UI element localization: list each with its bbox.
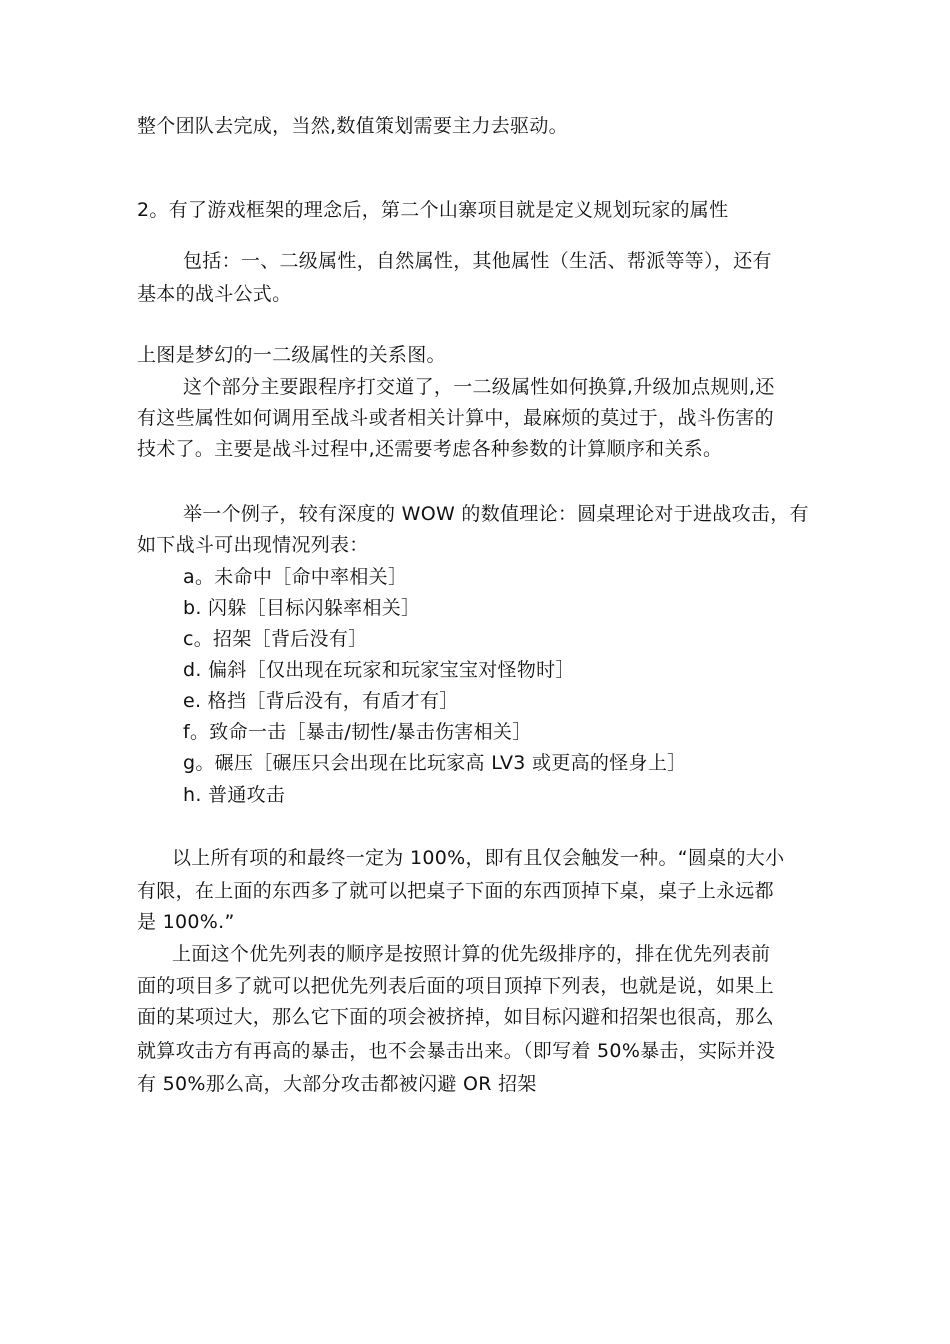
- list-item: d. 偏斜［仅出现在玩家和玩家宝宝对怪物时］: [183, 659, 575, 681]
- paragraph-line: 技术了。主要是战斗过程中,还需要考虑各种参数的计算顺序和关系。: [137, 438, 723, 460]
- list-item: e. 格挡［背后没有，有盾才有］: [183, 690, 459, 712]
- paragraph-line: 基本的战斗公式。: [137, 283, 292, 305]
- paragraph-line: 如下战斗可出现情况列表：: [137, 534, 369, 556]
- paragraph-line: 是 100%.”: [137, 911, 235, 933]
- paragraph-line: 面的某项过大，那么它下面的项会被挤掉，如目标闪避和招架也很高，那么: [137, 1006, 774, 1028]
- paragraph-line: 有这些属性如何调用至战斗或者相关计算中，最麻烦的莫过于，战斗伤害的: [137, 407, 774, 429]
- list-item: g。碾压［碾压只会出现在比玩家高 LV3 或更高的怪身上］: [183, 752, 687, 774]
- list-item: c。招架［背后没有］: [183, 628, 368, 650]
- paragraph-line: 举一个例子，较有深度的 WOW 的数值理论：圆桌理论对于进战攻击，有: [183, 503, 809, 525]
- list-item: b. 闪躲［目标闪躲率相关］: [183, 597, 421, 619]
- list-item: a。未命中［命中率相关］: [183, 566, 408, 588]
- paragraph-line: 有限，在上面的东西多了就可以把桌子下面的东西顶掉下桌，桌子上永远都: [137, 880, 774, 902]
- paragraph-line: 上图是梦幻的一二级属性的关系图。: [137, 344, 446, 366]
- paragraph-line: 面的项目多了就可以把优先列表后面的项目顶掉下列表，也就是说，如果上: [137, 975, 774, 997]
- paragraph-line: 以上所有项的和最终一定为 100%，即有且仅会触发一种。“圆桌的大小: [172, 847, 785, 869]
- list-item: f。致命一击［暴击/韧性/暴击伤害相关］: [183, 721, 532, 743]
- paragraph-line: 这个部分主要跟程序打交道了，一二级属性如何换算,升级加点规则,还: [183, 376, 775, 398]
- section-heading: 2。有了游戏框架的理念后，第二个山寨项目就是定义规划玩家的属性: [137, 199, 729, 221]
- paragraph-line: 整个团队去完成，当然,数值策划需要主力去驱动。: [137, 115, 568, 137]
- paragraph-line: 有 50%那么高，大部分攻击都被闪避 OR 招架: [137, 1073, 537, 1095]
- list-item: h. 普通攻击: [183, 784, 286, 806]
- paragraph-line: 包括：一、二级属性，自然属性，其他属性（生活、帮派等等），还有: [183, 250, 772, 272]
- paragraph-line: 就算攻击方有再高的暴击，也不会暴击出来。（即写着 50%暴击，实际并没: [137, 1040, 776, 1062]
- paragraph-line: 上面这个优先列表的顺序是按照计算的优先级排序的，排在优先列表前: [172, 943, 771, 965]
